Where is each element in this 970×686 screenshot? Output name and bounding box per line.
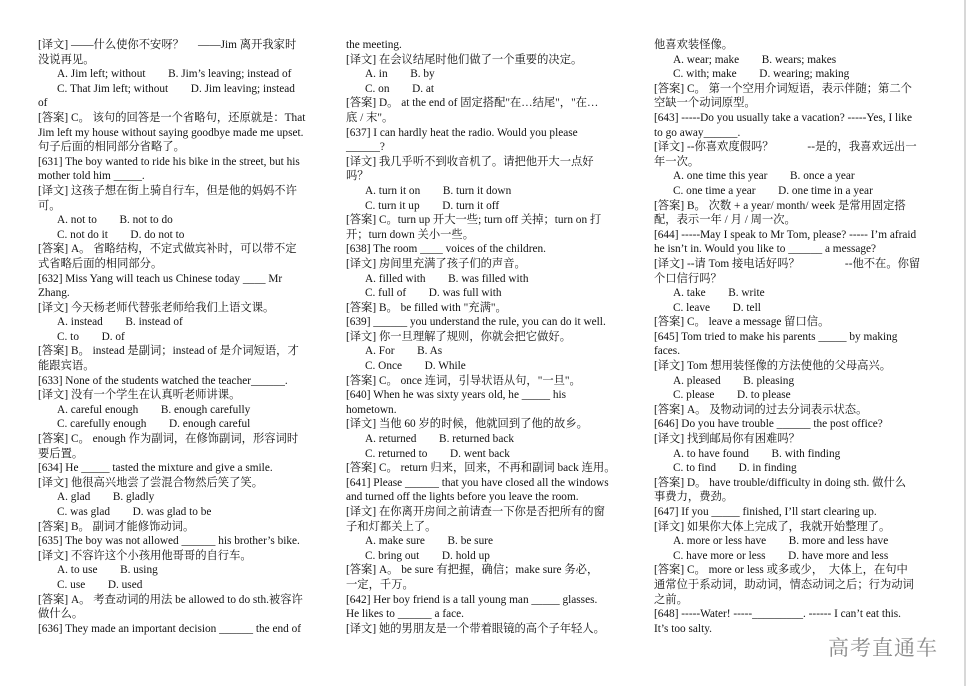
text-line: [答案] C。 once 连词，引导状语从句，"一旦"。 <box>346 374 581 387</box>
text-line: 年一次。 <box>654 155 700 168</box>
text-line: [646] Do you have trouble ______ the post office? <box>654 418 883 431</box>
text-line: 要后置。 <box>38 447 84 460</box>
answer-options-line: C. one time a year D. one time in a year <box>673 184 873 197</box>
text-line: It’s too salty. <box>654 622 712 635</box>
text-line: 空缺一个动词原型。 <box>654 97 756 110</box>
text-line: [633] None of the students watched the teacher______. <box>38 374 288 387</box>
text-line: [631] The boy wanted to ride his bike in the street, but his <box>38 155 300 168</box>
text-line: [答案] B。 副词才能修饰动词。 <box>38 520 195 533</box>
text-line: [译文] 没有一个学生在认真听老师讲课。 <box>38 389 241 402</box>
text-line: 没说再见。 <box>38 53 95 66</box>
answer-options-line: A. careful enough B. enough carefully <box>57 403 251 416</box>
text-line: [647] If you _____ finished, I’ll start clearing up. <box>654 506 877 518</box>
answer-options-line: C. was glad D. was glad to be <box>57 506 212 518</box>
text-line: [译文] 房间里充满了孩子们的声音。 <box>346 257 526 270</box>
text-line: [639] ______ you understand the rule, you can do it well. <box>346 316 606 329</box>
text-line: [640] When he was sixty years old, he _____ his <box>346 389 567 402</box>
answer-options-line: A. filled with B. was filled with <box>365 272 529 285</box>
text-line: [答案] D。 at the end of 固定搭配"在…结尾"，"在… <box>346 97 599 110</box>
text-line: [译文] 今天杨老师代替张老师给我们上语文课。 <box>38 301 275 314</box>
answer-options-line: C. on D. at <box>365 82 435 95</box>
text-line: 他喜欢装怪像。 <box>654 39 734 51</box>
answer-options-line: C. turn it up D. turn it off <box>365 199 500 212</box>
answer-options-line: A. glad B. gladly <box>57 491 155 504</box>
text-line: [答案] D。 have trouble/difficulty in doing sth. 做什么 <box>654 476 907 489</box>
text-line: [译文] Tom 想用装怪像的方法使他的父母高兴。 <box>654 360 892 373</box>
answer-options-line: C. bring out D. hold up <box>365 549 490 562</box>
text-line: [答案] A。 省略结构，不定式做宾补时，可以带不定 <box>38 243 297 256</box>
text-line: 句子后面的相同部分省略了。 <box>38 141 185 154</box>
text-line: to go away______. <box>654 126 741 139</box>
text-line: 式省略后面的相同部分。 <box>38 257 163 270</box>
answer-options-line: C. leave D. tell <box>673 301 761 314</box>
text-line: [641] Please ______ that you have closed all the windows <box>346 476 609 489</box>
answer-options-line: A. in B. by <box>365 68 435 81</box>
answer-options-line: A. to have found B. with finding <box>673 447 841 460</box>
text-line: [译文] 这孩子想在街上骑自行车，但是他的妈妈不许 <box>38 184 297 197</box>
text-line: 吗？ <box>346 170 369 183</box>
text-line: mother told him _____. <box>38 170 145 183</box>
answer-options-line: A. Jim left; without B. Jim’s leaving; instead of <box>57 68 292 81</box>
text-line: [译文] --你喜欢度假吗？ --是的，我喜欢远出一 <box>654 141 917 154</box>
answer-options-line: C. with; make D. wearing; making <box>673 68 850 81</box>
text-line: [译文] ——什么使你不安呀？ ——Jim 离开我家时 <box>38 39 297 51</box>
text-line: [答案] B。 be filled with "充满"。 <box>346 301 507 314</box>
answer-options-line: C. have more or less D. have more and less <box>673 549 889 562</box>
answer-options-line: A. take B. write <box>673 287 765 300</box>
text-line: [答案] B。 instead 是副词；instead of 是介词短语，才 <box>38 345 299 358</box>
answer-options-line: A. not to B. not to do <box>57 214 173 227</box>
text-line: [644] -----May I speak to Mr Tom, please? ----- I’m afraid <box>654 228 917 241</box>
text-line: 之前。 <box>654 593 688 606</box>
text-line: [译文] 她的男朋友是一个带着眼镜的高个子年轻人。 <box>346 622 605 635</box>
text-line: [643] -----Do you usually take a vacation? -----Yes, I like <box>654 111 912 124</box>
text-line: [638] The room ____ voices of the children. <box>346 243 546 256</box>
answer-options-line: C. please D. to please <box>673 389 791 402</box>
text-line: 事费力，费劲。 <box>654 491 734 504</box>
text-line: 做什么。 <box>38 608 84 621</box>
text-line: [答案] C。 该句的回答是一个省略句，还原就是：That <box>38 111 306 124</box>
text-line: He likes to ______ a face. <box>346 608 464 621</box>
text-line: [译文] 当他 60 岁的时候，他就回到了他的故乡。 <box>346 418 588 431</box>
text-line: [答案] A。 及物动词的过去分词表示状态。 <box>654 403 868 416</box>
text-line: [译文] 你一旦理解了规则，你就会把它做好。 <box>346 330 571 343</box>
answer-options-line: C. returned to D. went back <box>365 447 510 460</box>
text-line: [648] -----Water! -----_________. ------ I can’t eat this. <box>654 608 901 621</box>
text-line: [译文] 我几乎听不到收音机了。请把他开大一点好 <box>346 155 594 168</box>
text-line: [637] I can hardly heat the radio. Would you please <box>346 126 578 139</box>
watermark-logo: 高考直通车 <box>828 636 938 660</box>
text-line: [答案] C。 return 归来，回来，不再和副词 back 连用。 <box>346 462 616 475</box>
text-line: hometown. <box>346 403 397 416</box>
answer-options-line: A. more or less have B. more and less have <box>673 535 889 548</box>
text-column-left <box>38 38 338 636</box>
text-line: the meeting. <box>346 39 402 51</box>
text-line: [636] They made an important decision ______ the end of <box>38 622 302 635</box>
answer-options-line: C. not do it D. do not to <box>57 228 185 241</box>
answer-options-line: C. carefully enough D. enough careful <box>57 418 251 431</box>
text-line: faces. <box>654 345 681 358</box>
answer-options-line: C. That Jim left; without D. Jim leaving; instead <box>57 82 295 95</box>
text-line: [译文] 如果你大体上完成了，我就开始整理了。 <box>654 520 891 533</box>
answer-options-line: C. use D. used <box>57 578 143 591</box>
text-line: [答案] A。 考查动词的用法 be allowed to do sth.被容许 <box>38 593 303 606</box>
answer-options-line: A. make sure B. be sure <box>365 535 494 548</box>
text-line: Zhang. <box>38 287 70 300</box>
text-line: [答案] C。turn up 开大一些; turn off 关掉；turn on 打 <box>346 214 602 227</box>
text-line: [632] Miss Yang will teach us Chinese today ____ Mr <box>38 272 283 285</box>
answer-options-line: A. returned B. returned back <box>365 433 515 446</box>
text-line: 可。 <box>38 199 61 212</box>
text-line: [译文] 在会议结尾时他们做了一个重要的决定。 <box>346 53 583 66</box>
text-line: [答案] C。 more or less 或多或少， 大体上，在句中 <box>654 564 908 577</box>
page-edge-divider <box>964 0 966 686</box>
text-line: [译文] 他很高兴地尝了尝混合物然后笑了笑。 <box>38 476 263 489</box>
answer-options-line: A. wear; make B. wears; makes <box>673 53 837 66</box>
text-line: 个口信行吗？ <box>654 272 722 285</box>
answer-options-line: A. to use B. using <box>57 564 158 577</box>
answer-options-line: A. instead B. instead of <box>57 316 183 329</box>
text-line: 一定，千万。 <box>346 578 414 591</box>
text-line: 通常位于系动词，助动词，情态动词之后；行为动词 <box>654 578 914 591</box>
text-line: [答案] C。 leave a message 留口信。 <box>654 316 830 329</box>
text-line: 开；turn down 关小一些。 <box>346 228 475 241</box>
text-line: he isn’t in. Would you like to ______ a message? <box>654 243 877 256</box>
text-line: [译文] --请 Tom 接电话好吗？ --他不在。你留 <box>654 257 921 270</box>
text-line: [634] He _____ tasted the mixture and give a smile. <box>38 462 273 475</box>
answer-options-line: C. full of D. was full with <box>365 287 502 300</box>
text-line: [642] Her boy friend is a tall young man _____ glasses. <box>346 593 598 606</box>
text-column-middle <box>346 38 646 636</box>
text-line: [答案] A。 be sure 有把握，确信；make sure 务必， <box>346 564 599 577</box>
text-line: and turned off the lights before you leave the room. <box>346 491 579 504</box>
text-line: 能跟宾语。 <box>38 360 95 373</box>
text-line: 子和灯都关上了。 <box>346 520 437 533</box>
text-column-right <box>654 38 954 636</box>
text-line: [译文] 不容许这个小孩用他哥哥的自行车。 <box>38 549 252 562</box>
answer-options-line: A. pleased B. pleasing <box>673 374 795 387</box>
answer-options-line: C. Once D. While <box>365 360 466 373</box>
text-line: [译文] 在你离开房间之前请查一下你是否把所有的窗 <box>346 506 605 518</box>
text-line: [645] Tom tried to make his parents _____ by making <box>654 330 898 343</box>
text-line: [答案] C。 enough 作为副词，在修饰副词，形容词时 <box>38 433 299 446</box>
text-line: [635] The boy was not allowed ______ his brother’s bike. <box>38 535 300 548</box>
text-line: [答案] C。 第一个空用介词短语，表示伴随；第二个 <box>654 82 912 95</box>
text-line: ______? <box>346 141 385 154</box>
text-line: 底 / 末"。 <box>346 111 394 124</box>
text-line: [译文] 找到邮局你有困难吗？ <box>654 433 800 446</box>
answer-options-line: A. turn it on B. turn it down <box>365 184 512 197</box>
answer-options-line: A. one time this year B. once a year <box>673 170 855 183</box>
answer-options-line: A. For B. As <box>365 345 443 358</box>
answer-options-line: C. to D. of <box>57 330 125 343</box>
text-line: 配，表示一年 / 月 / 周一次。 <box>654 214 796 227</box>
text-line: [答案] B。 次数 + a year/ month/ week 是常用固定搭 <box>654 199 906 212</box>
answer-options-line: C. to find D. in finding <box>673 462 797 475</box>
text-line: of <box>38 97 48 110</box>
text-line: Jim left my house without saying goodbye made me upset. <box>38 126 304 139</box>
